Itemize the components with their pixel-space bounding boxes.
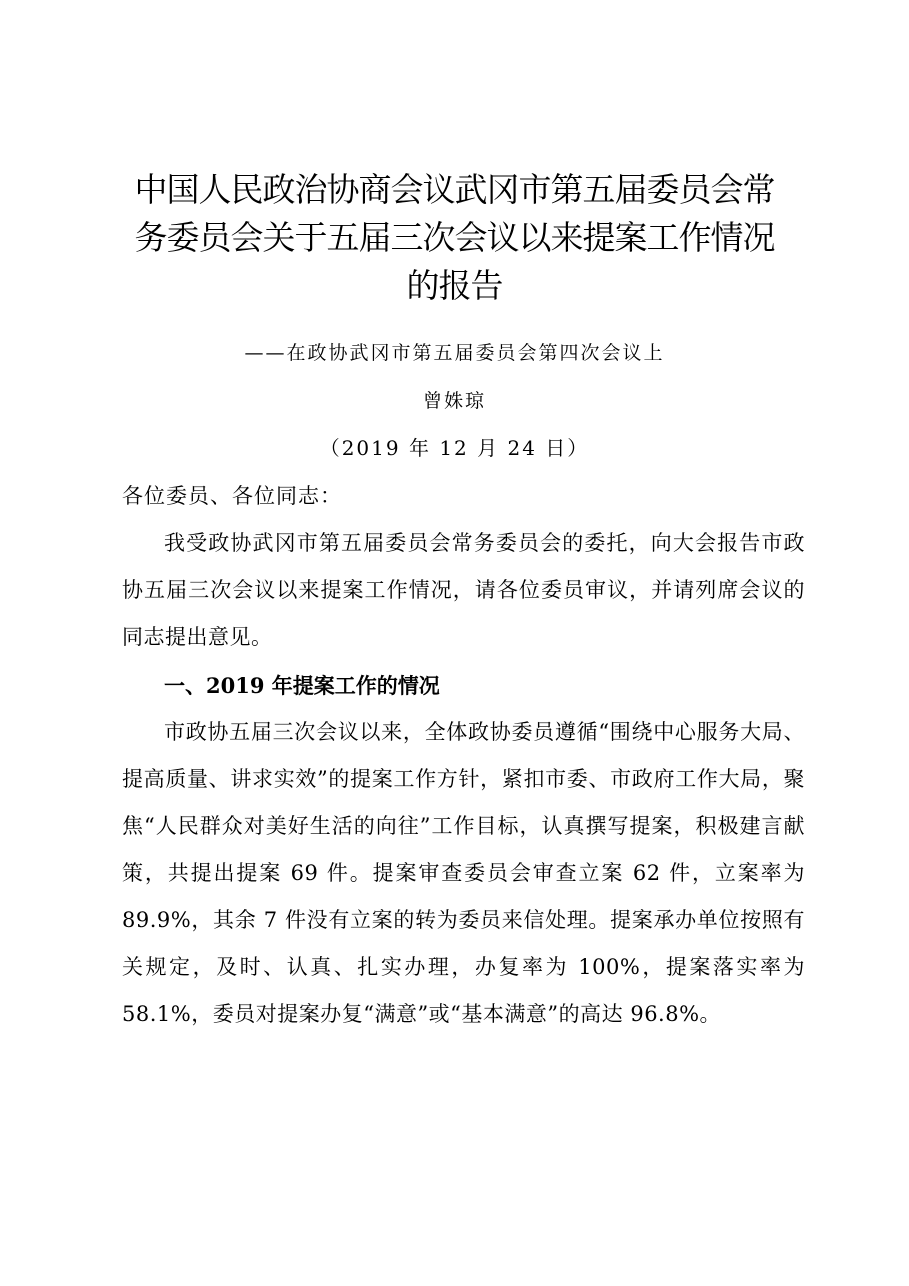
paragraph-intro: 我受政协武冈市第五届委员会常务委员会的委托，向大会报告市政协五届三次会议以来提案工作情况，请各位委员审议，并请列席会议的同志提出意见。 bbox=[122, 531, 805, 649]
report-date: （2019 年 12 月 24 日） bbox=[319, 436, 590, 460]
title-line-3: 的报告 bbox=[406, 266, 503, 305]
greeting: 各位委员、各位同志： bbox=[122, 484, 342, 508]
paragraph-section-1: 市政协五届三次会议以来，全体政协委员遵循“围绕中心服务大局、提高质量、讲求实效”的提案工作方针，紧扣市委、市政府工作大局，聚焦“人民群众对美好生活的向往”工作目标，认真撰写提案，积极建言献策，共提出提案 69 件。提案审查委员会审查立案 62 件，立案率为 89.9%，其余 7 件没有立案的转为委员来信处理。提案承办单位按照有关规定，及时、认真、扎实办理，办复率为 100%，提案落实率为 58.1%，委员对提案办复“满意”或“基本满意”的高达 96.8%。 bbox=[122, 720, 805, 1026]
document-title bbox=[100, 166, 809, 310]
title-line-2: 务委员会关于五届三次会议以来提案工作情况 bbox=[134, 218, 775, 257]
speaker-name: 曾姝琼 bbox=[422, 390, 486, 412]
title-line-1: 中国人民政治协商会议武冈市第五届委员会常 bbox=[134, 170, 775, 209]
section-heading-1: 一、2019 年提案工作的情况 bbox=[164, 673, 440, 698]
document-subtitle: ——在政协武冈市第五届委员会第四次会议上 bbox=[244, 342, 665, 364]
